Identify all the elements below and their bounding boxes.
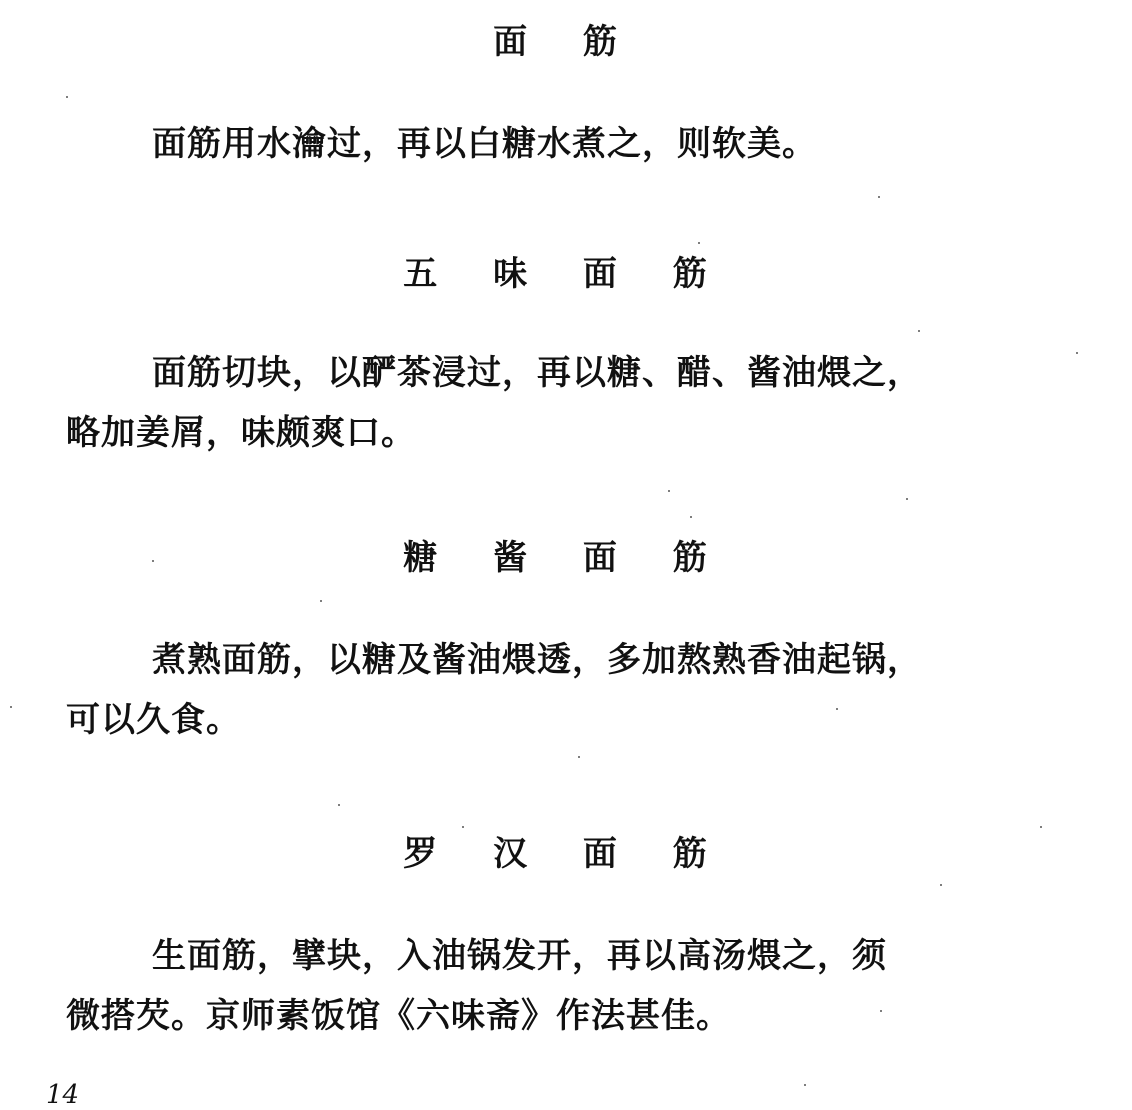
scan-speck <box>1040 826 1042 828</box>
scan-speck <box>320 600 322 602</box>
section-body-wuwei-mianjin <box>66 343 1006 463</box>
scan-speck <box>940 884 942 886</box>
scan-speck <box>804 1084 806 1086</box>
section-heading-wuwei-mianjin: 五 味 面 筋 <box>403 254 729 294</box>
scan-speck <box>836 708 838 710</box>
scan-speck <box>698 242 700 244</box>
body-line: 面筋切块，以酽茶浸过，再以糖、醋、酱油煨之， <box>152 353 922 393</box>
scan-speck <box>880 1010 882 1012</box>
scan-speck <box>906 498 908 500</box>
scan-speck <box>878 196 880 198</box>
scan-speck <box>338 804 340 806</box>
scan-speck <box>1076 352 1078 354</box>
body-line: 煮熟面筋，以糖及酱油煨透，多加熬熟香油起锅， <box>152 640 922 680</box>
section-heading-luohan-mianjin: 罗 汉 面 筋 <box>403 834 729 874</box>
scan-speck <box>918 330 920 332</box>
scan-speck <box>66 96 68 98</box>
scan-speck <box>152 560 154 562</box>
section-body-luohan-mianjin <box>66 926 1006 1046</box>
page-number: 14 <box>46 1080 80 1110</box>
body-line: 可以久食。 <box>66 700 241 740</box>
scan-speck <box>462 826 464 828</box>
section-heading-mianjin: 面 筋 <box>493 22 639 62</box>
section-body-tangjiang-mianjin <box>66 630 1006 750</box>
scan-speck <box>690 516 692 518</box>
scan-speck <box>10 706 12 708</box>
body-line: 微搭芡。京师素饭馆《六味斋》作法甚佳。 <box>66 996 731 1036</box>
section-heading-tangjiang-mianjin: 糖 酱 面 筋 <box>403 538 729 578</box>
body-line: 面筋用水瀹过，再以白糖水煮之，则软美。 <box>152 124 817 164</box>
scan-speck <box>668 490 670 492</box>
body-line: 生面筋，擘块，入油锅发开，再以高汤煨之，须 <box>152 936 887 976</box>
section-body-mianjin <box>66 114 1006 174</box>
scan-speck <box>578 756 580 758</box>
body-line: 略加姜屑，味颇爽口。 <box>66 413 416 453</box>
